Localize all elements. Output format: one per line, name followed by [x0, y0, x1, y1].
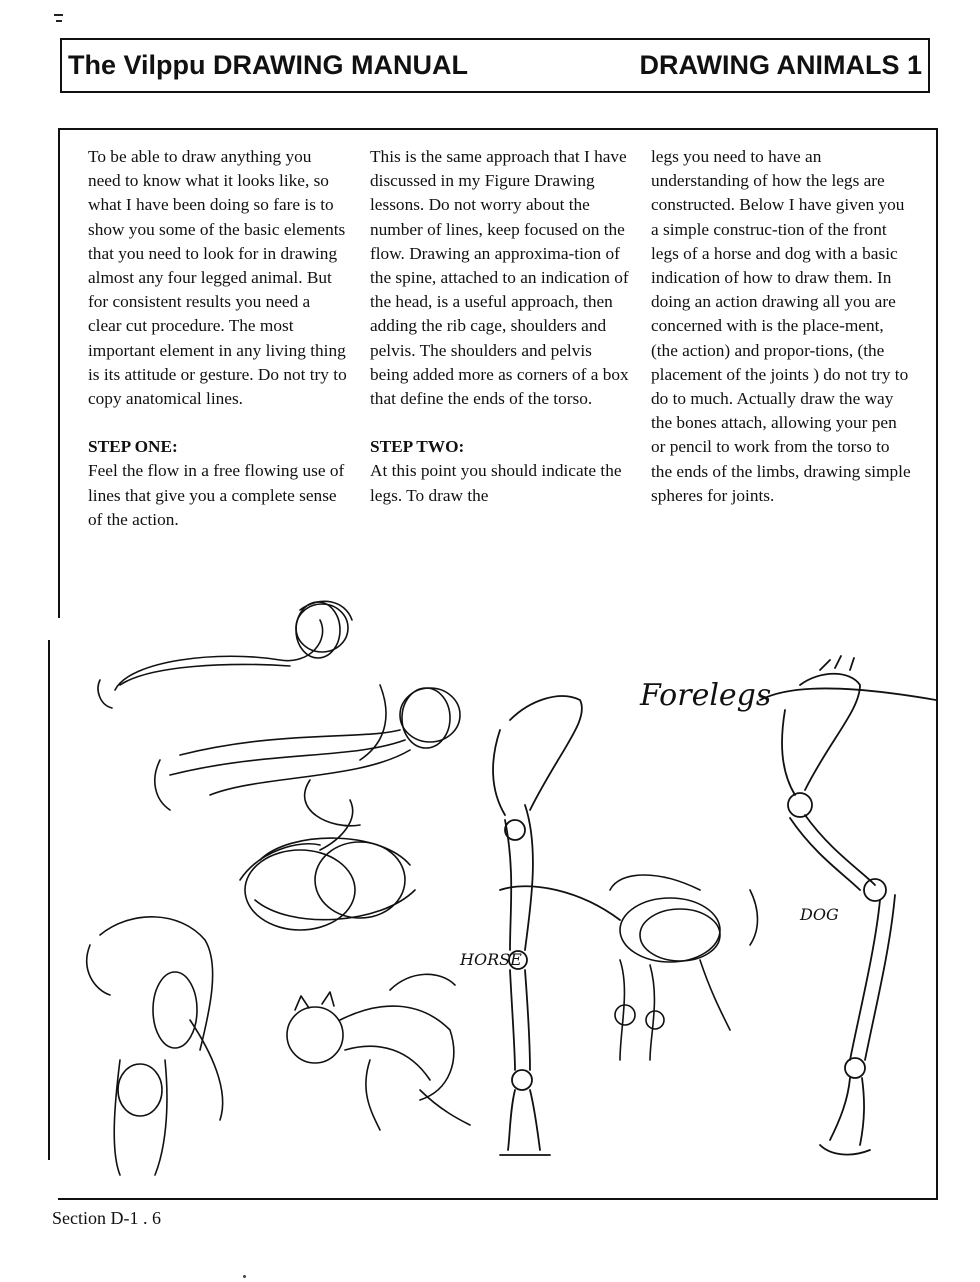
- step-one-text: Feel the flow in a free flowing use of lines that give you a complete sense of the action.: [88, 461, 345, 529]
- dog-leg-skeleton: [760, 656, 936, 1155]
- gesture-sketch-top: [98, 601, 352, 708]
- intro-paragraph: To be able to draw anything you need to know what it looks like, so what I have been doing so fare is to show you some of the basic elements that you need to look for in drawing almost any four legged animal. But for consistent results you need a clear cut procedure. The most important element in any living thing is its attitude or gesture. Do not try to copy anatomical lines.: [88, 147, 347, 409]
- gesture-sketch-bottom-left: [87, 917, 223, 1175]
- step-two-text: At this point you should indicate the legs. To draw the: [370, 461, 622, 505]
- scan-mark: [54, 14, 63, 16]
- dog-label: DOG: [800, 905, 839, 924]
- text-column-1: [88, 145, 348, 532]
- step-two-heading: STEP TWO:: [370, 437, 465, 457]
- horse-leg-skeleton: [493, 696, 620, 1155]
- section-footer: Section D-1 . 6: [52, 1208, 161, 1228]
- forelegs-label: Forelegs: [640, 678, 772, 713]
- horse-construction-sketch: [610, 875, 758, 1060]
- scan-mark: [243, 1275, 246, 1278]
- text-column-3: [651, 145, 911, 508]
- horse-label: HORSE: [460, 950, 522, 969]
- legs-paragraph: legs you need to have an understanding of how the legs are constructed. Below I have given you a simple construc-tion of the front legs of a horse and dog with a basic indication of how to draw them. In doing an action drawing all you are concerned with is the place-ment, (the action) and propor-tions, (the placement of the joints ) do not try to do to much. Actually draw the way the bones attach, allowing your pen or pencil to work from the torso to the ends of the limbs, drawing simple spheres for joints.: [651, 147, 911, 505]
- frame-left-rule: [48, 640, 50, 1160]
- scan-mark: [56, 20, 62, 22]
- frame-left-rule: [58, 128, 60, 618]
- header-title-left: The Vilppu DRAWING MANUAL: [68, 50, 468, 80]
- text-column-2: [370, 145, 630, 508]
- step-one-heading: STEP ONE:: [88, 437, 178, 457]
- approach-paragraph: This is the same approach that I have discussed in my Figure Drawing lessons. Do not worry about the number of lines, keep focused on the flow. Drawing an approxima-tion of the spine, attached to an indication of the head, is a useful approach, then adding the rib cage, shoulders and pelvis. The shoulders and pelvis being added more as corners of a box that define the ends of the torso.: [370, 147, 629, 409]
- page-header: [60, 38, 930, 93]
- gesture-sketch-small-cat: [287, 974, 470, 1130]
- header-title-right: DRAWING ANIMALS 1: [639, 50, 922, 80]
- gesture-sketch-cat: [155, 685, 460, 930]
- animal-sketches-illustration: [60, 590, 936, 1190]
